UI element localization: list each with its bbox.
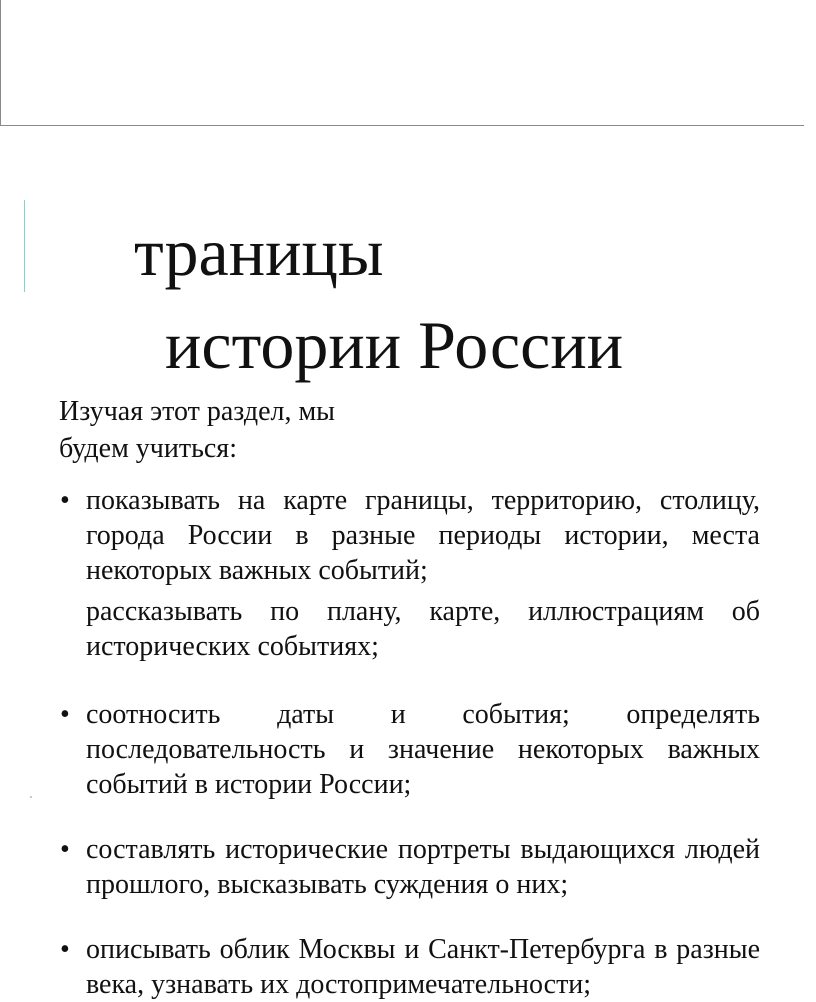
stray-dot (30, 796, 32, 798)
list-item-text: показывать на карте границы, территорию, столицу, города России в разные периоды истории, места некоторых важных событий; (86, 485, 760, 586)
list-item (58, 483, 760, 588)
list-item (58, 832, 760, 902)
bullet-icon: • (60, 485, 70, 516)
list-item-text: рассказывать по плану, карте, иллюстрациям об исторических событиях; (86, 596, 760, 662)
header-frame (0, 0, 804, 126)
list-item-text: описывать облик Москвы и Санкт-Петербурга в разные века, узнавать их достопримечательности; (86, 934, 760, 1000)
list-item (58, 932, 760, 1002)
list-item (58, 697, 760, 802)
skills-list (58, 483, 760, 1002)
bullet-icon: • (60, 699, 70, 730)
intro-line-1: Изучая этот раздел, мы (59, 396, 335, 427)
list-item-text: соотносить даты и события; определять последовательность и значение некоторых важных событий в истории России; (86, 699, 760, 800)
side-accent-line (24, 200, 25, 292)
list-item (58, 594, 760, 664)
page-title-line-1: траницы (134, 214, 384, 290)
page-title-line-2: истории России (165, 307, 624, 383)
bullet-icon: • (60, 934, 70, 965)
bullet-icon: • (60, 834, 70, 865)
list-item-text: составлять исторические портреты выдающихся людей прошлого, высказывать суждения о них; (86, 834, 760, 900)
intro-line-2: будем учиться: (59, 433, 237, 464)
intro-text (59, 393, 479, 467)
